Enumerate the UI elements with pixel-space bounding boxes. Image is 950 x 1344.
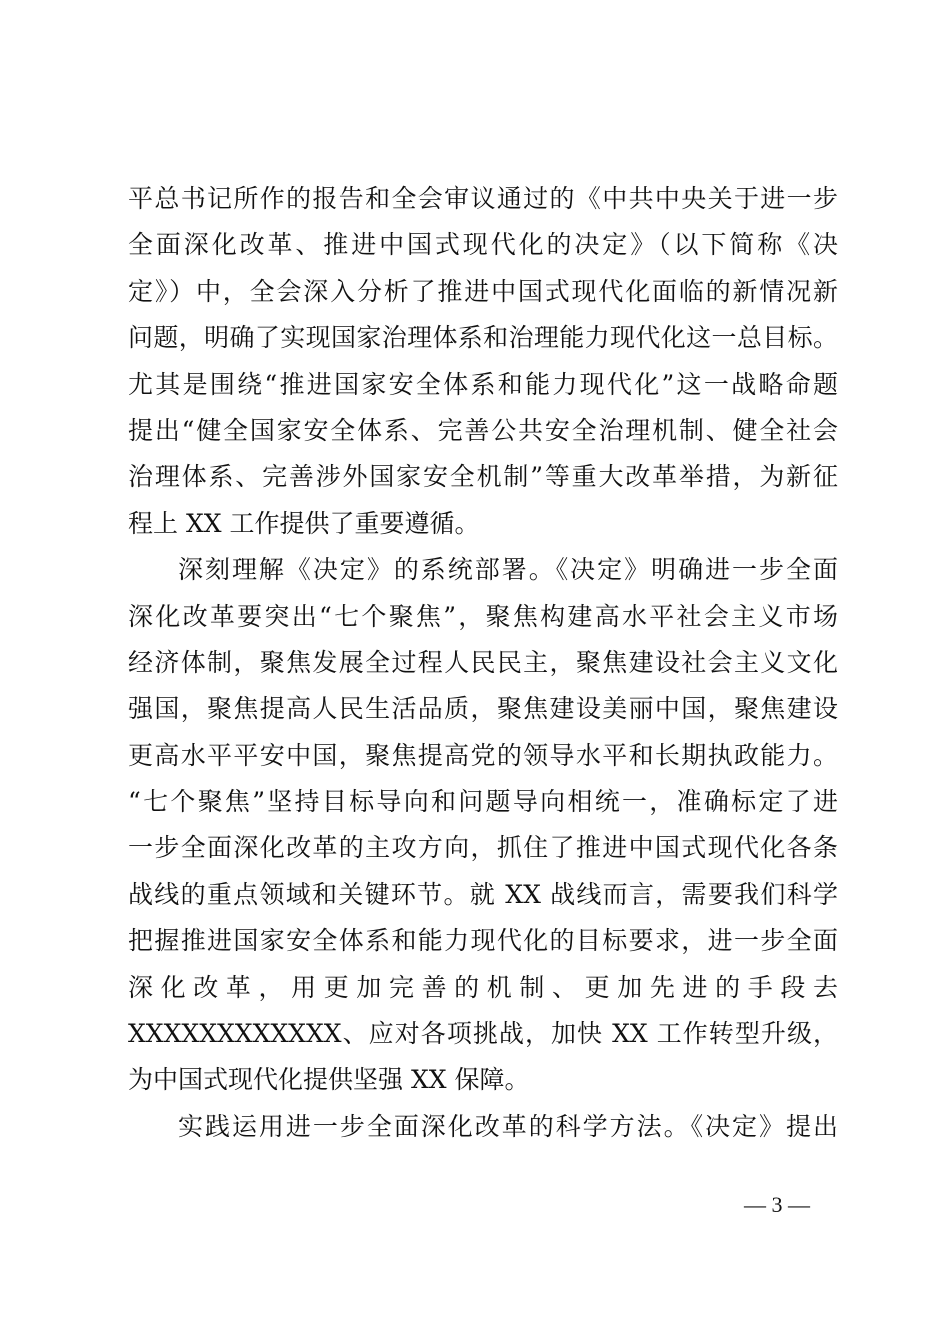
- text-line: 战线的重点领域和关键环节。就 XX 战线而言，需要我们科学: [128, 879, 838, 909]
- paragraph-heading-line: 实践运用进一步全面深化改革的科学方法。《决定》提出: [178, 1111, 838, 1141]
- body-text: [128, 176, 838, 1150]
- text-line: 深化改革要突出“七个聚焦”，聚焦构建高水平社会主义市场: [128, 601, 838, 631]
- text-line: 定》）中，全会深入分析了推进中国式现代化面临的新情况新: [128, 276, 838, 306]
- text-line: XXXXXXXXXXXX、应对各项挑战，加快 XX 工作转型升级，: [128, 1019, 838, 1049]
- text-line: 把握推进国家安全体系和能力现代化的目标要求，进一步全面: [128, 926, 838, 956]
- text-line: 更高水平平安中国，聚焦提高党的领导水平和长期执政能力。: [128, 740, 838, 770]
- text-line: 深化改革，用更加完善的机制、更加先进的手段去: [128, 972, 838, 1002]
- text-line: 提出“健全国家安全体系、完善公共安全治理机制、健全社会: [128, 415, 838, 445]
- text-line: 尤其是围绕“推进国家安全体系和能力现代化”这一战略命题: [128, 369, 838, 399]
- text-line: 为中国式现代化提供坚强 XX 保障。: [128, 1065, 530, 1095]
- text-line: 平总书记所作的报告和全会审议通过的《中共中央关于进一步: [128, 184, 838, 213]
- text-line: 强国，聚焦提高人民生活品质，聚焦建设美丽中国，聚焦建设: [128, 694, 838, 724]
- text-line: 治理体系、完善涉外国家安全机制”等重大改革举措，为新征: [128, 462, 838, 492]
- text-line: 经济体制，聚焦发展全过程人民民主，聚焦建设社会主义文化: [128, 647, 838, 677]
- text-line: 程上 XX 工作提供了重要遵循。: [128, 508, 480, 538]
- text-line: 问题，明确了实现国家治理体系和治理能力现代化这一总目标。: [128, 323, 838, 353]
- paragraph-heading-line: 深刻理解《决定》的系统部署。《决定》明确进一步全面: [178, 555, 838, 585]
- page-number: — 3 —: [744, 1192, 810, 1217]
- text-line: 全面深化改革、推进中国式现代化的决定》（以下简称《决: [128, 230, 838, 260]
- text-line: “七个聚焦”坚持目标导向和问题导向相统一，准确标定了进: [128, 787, 838, 817]
- text-line: 一步全面深化改革的主攻方向，抓住了推进中国式现代化各条: [128, 833, 838, 863]
